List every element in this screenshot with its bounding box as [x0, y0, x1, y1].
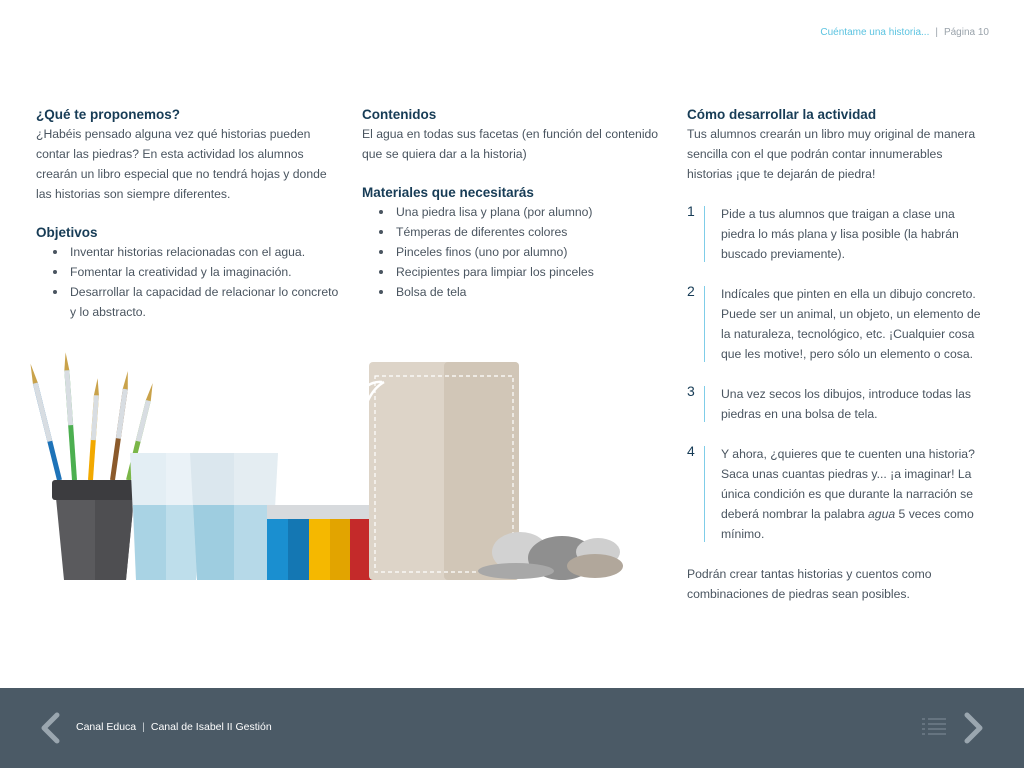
materials-illustration [30, 340, 630, 585]
list-item: Fomentar la creatividad y la imaginación. [36, 262, 341, 282]
list-menu-icon[interactable] [922, 717, 946, 737]
list-item: Desarrollar la capacidad de relacionar lo concreto y lo abstracto. [36, 282, 341, 322]
brand-canal-isabel: Canal de Isabel II Gestión [150, 721, 272, 733]
materials-list [362, 202, 662, 302]
step-text: Pide a tus alumnos que traigan a clase una piedra lo más plana y lisa posible (la habrán buscado previamente). [721, 207, 959, 261]
brand-separator: | [142, 721, 145, 733]
step-2 [687, 284, 987, 364]
step-text-part: 5 veces como mínimo. [721, 507, 974, 541]
materials-heading: Materiales que necesitarás [362, 185, 534, 200]
list-item: Inventar historias relacionadas con el agua. [36, 242, 341, 262]
step-4 [687, 444, 987, 544]
step-text-emphasis: agua [868, 507, 896, 521]
page-header [820, 27, 989, 38]
step-text: Una vez secos los dibujos, introduce todas las piedras en una bolsa de tela. [721, 387, 971, 421]
step-1 [687, 204, 987, 264]
footer-bar [0, 688, 1024, 768]
chevron-right-icon[interactable] [962, 712, 986, 744]
objectives-list [36, 242, 341, 322]
chevron-left-icon[interactable] [38, 712, 62, 744]
step-3 [687, 384, 987, 424]
brush-pot-icon [52, 480, 138, 580]
proposal-text: ¿Habéis pensado alguna vez qué historias pueden contar las piedras? En esta actividad los alumnos crearán un libro especial que no tendrá hojas y donde las historias son siempre diferentes. [36, 127, 327, 201]
proposal-heading: ¿Qué te proponemos? [36, 107, 181, 122]
page-number: Página 10 [943, 27, 989, 38]
step-divider [704, 206, 705, 262]
step-number: 3 [687, 383, 695, 399]
list-item: Bolsa de tela [362, 282, 662, 302]
step-text-part: Y ahora, ¿quieres que te cuenten una historia? Saca unas cuantas piedras y... ¡a imaginar! La única condición es que durante la narración se deberá nombrar la palabra [721, 447, 975, 521]
contents-text: El agua en todas sus facetas (en función del contenido que se quiera dar a la historia) [362, 127, 659, 161]
brand-canal-educa: Canal Educa [76, 721, 137, 733]
column-contents [362, 106, 662, 302]
step-text: Indícales que pinten en ella un dibujo concreto. Puede ser un animal, un objeto, un elemento de la naturaleza, tecnológico, etc. ¡Cualquier cosa que les motive!, pero sólo un elemento o cosa. [721, 287, 981, 361]
stones-icon [478, 532, 623, 580]
step-divider [704, 286, 705, 362]
activity-heading: Cómo desarrollar la actividad [687, 107, 877, 122]
list-item: Recipientes para limpiar los pinceles [362, 262, 662, 282]
step-divider [704, 386, 705, 422]
footer-brand [76, 721, 272, 733]
list-item: Témperas de diferentes colores [362, 222, 662, 242]
header-separator: | [935, 27, 938, 38]
header-title: Cuéntame una historia... [820, 27, 930, 38]
activity-intro: Tus alumnos crearán un libro muy original de manera sencilla con el que podrán contar innumerables historias ¡que te dejarán de piedra! [687, 127, 976, 181]
activity-closing: Podrán crear tantas historias y cuentos como combinaciones de piedras sean posibles. [687, 567, 932, 601]
step-number: 2 [687, 283, 695, 299]
contents-heading: Contenidos [362, 107, 437, 122]
column-activity [687, 106, 987, 604]
step-number: 4 [687, 443, 695, 459]
step-divider [704, 446, 705, 542]
column-proposal [36, 106, 341, 322]
step-number: 1 [687, 203, 695, 219]
water-glasses-icon [130, 453, 278, 580]
list-item: Pinceles finos (uno por alumno) [362, 242, 662, 262]
list-item: Una piedra lisa y plana (por alumno) [362, 202, 662, 222]
step-text [721, 444, 987, 544]
objectives-heading: Objetivos [36, 225, 98, 240]
